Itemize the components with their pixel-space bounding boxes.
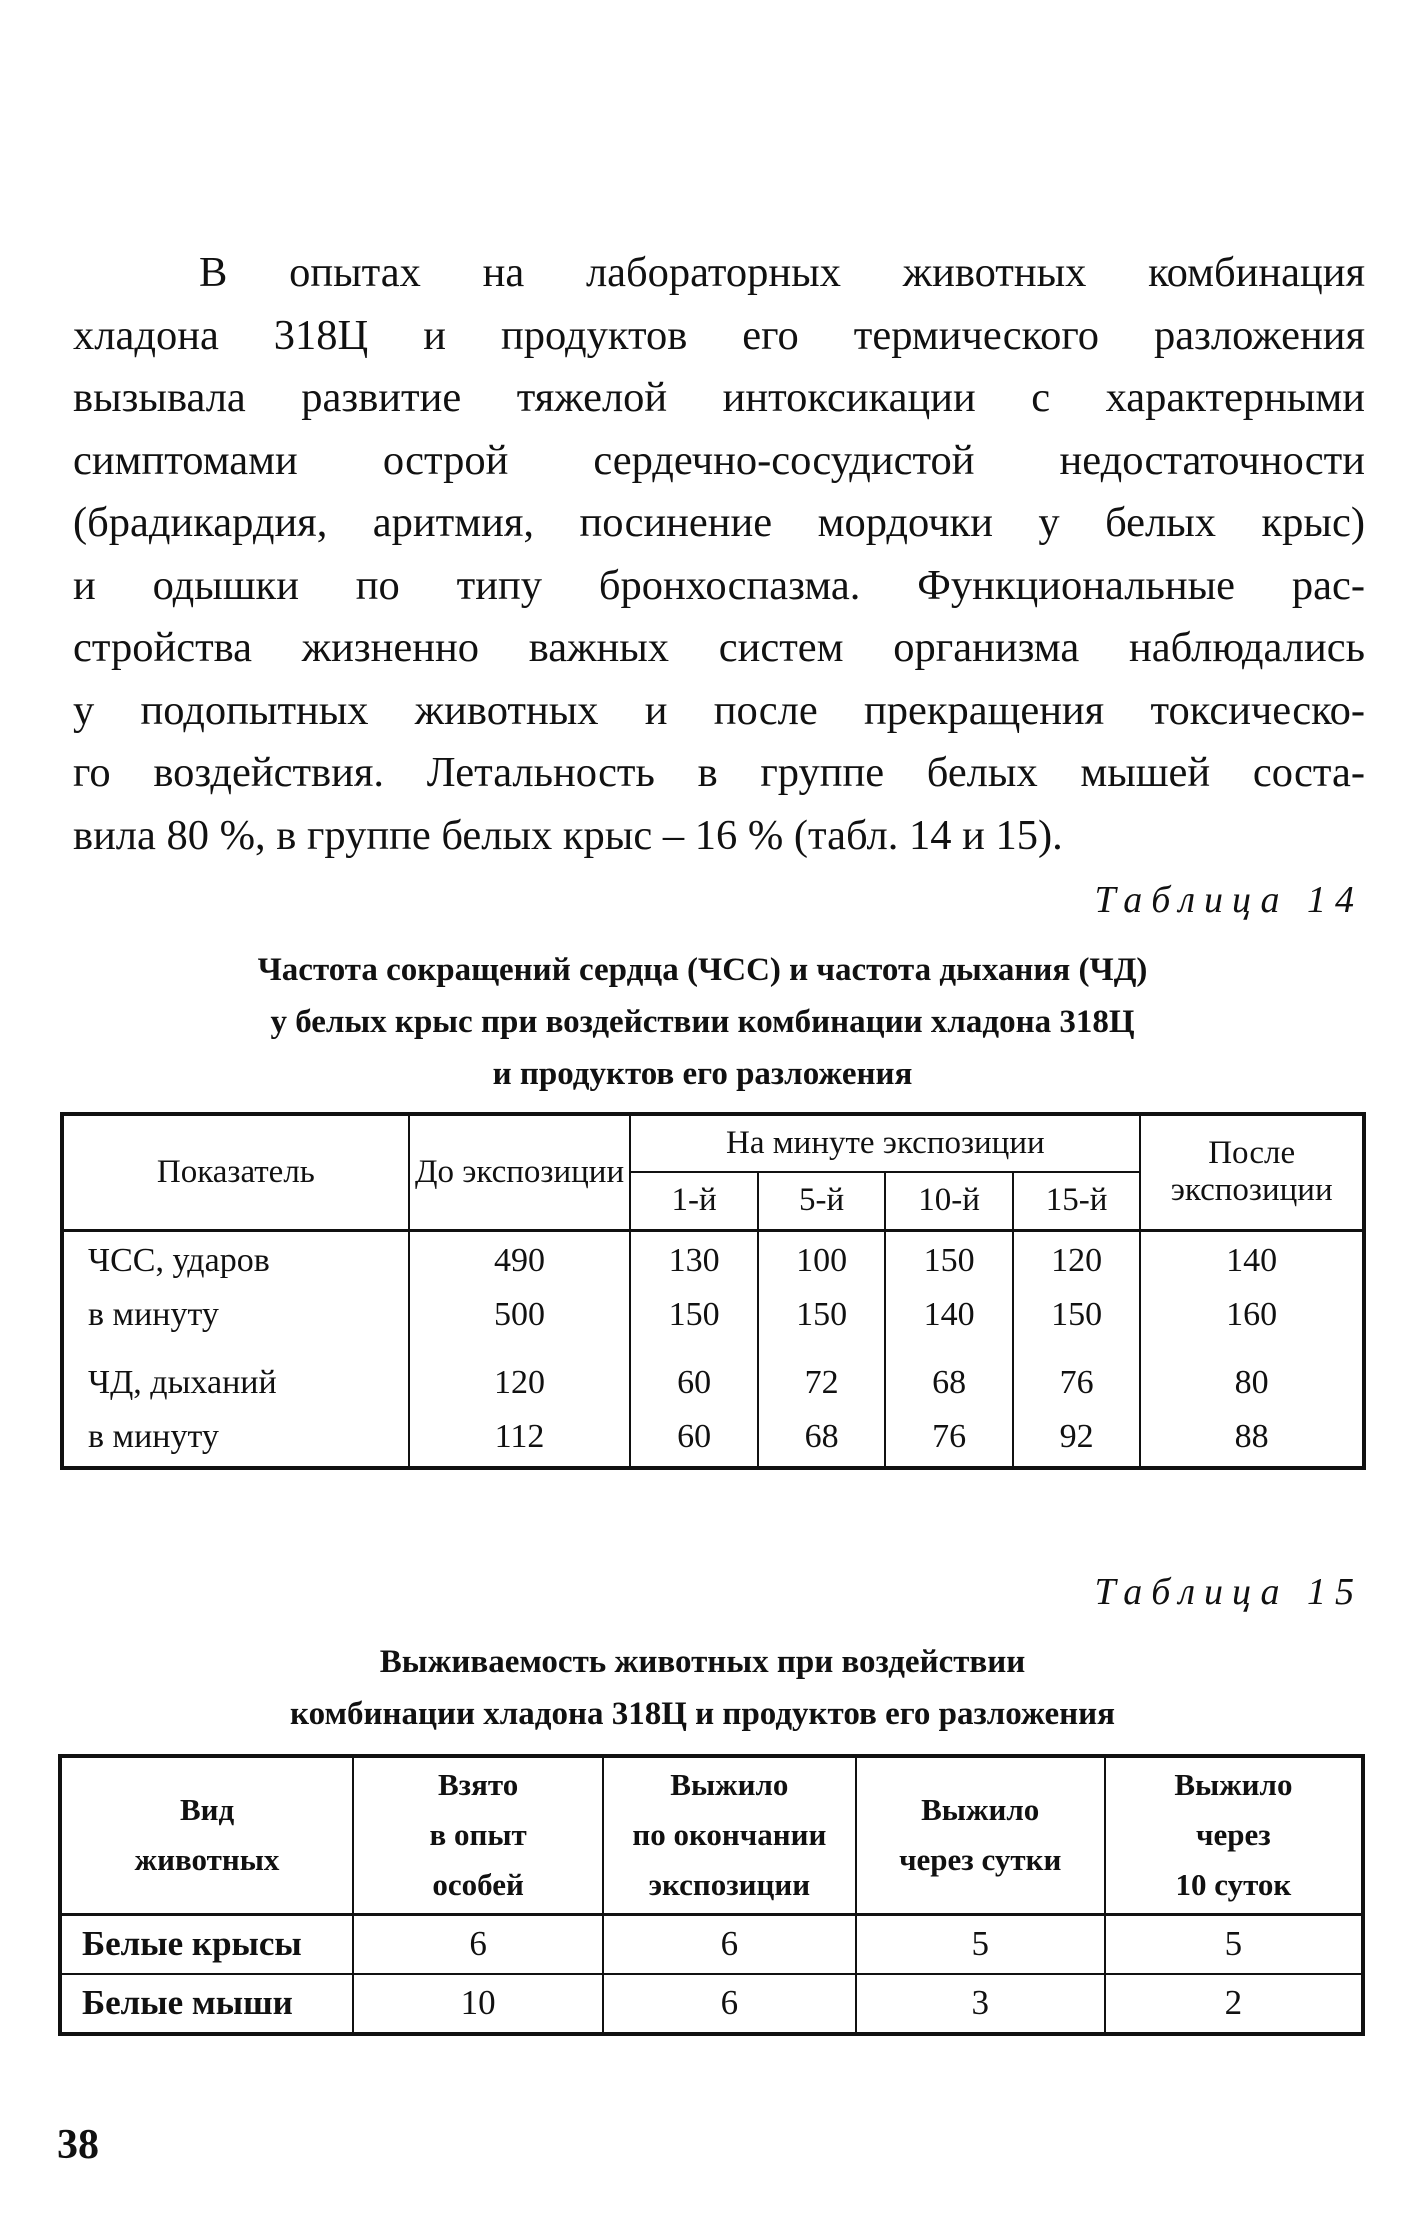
cell-value: 490: [494, 1241, 546, 1279]
body-paragraph: [73, 242, 1365, 867]
row-label-line: в минуту: [88, 1417, 219, 1455]
header-before: До экспозиции: [409, 1114, 631, 1230]
paragraph-line: (брадикардия, аритмия, посинение мордочки у белых крыс): [73, 499, 1365, 546]
cell-after: [1140, 1342, 1364, 1468]
table15-title-line: комбинации хладона 318Ц и продуктов его разложения: [290, 1696, 1115, 1732]
cell-value: 6: [603, 1974, 855, 2034]
header-line: Выжило: [921, 1792, 1040, 1828]
cell-value: 112: [494, 1417, 545, 1455]
cell-value: 150: [1051, 1295, 1103, 1333]
header-line: Взято: [438, 1767, 519, 1803]
table-row: [60, 1914, 1363, 1974]
row-label-line: в минуту: [88, 1295, 219, 1333]
cell-min15: [1013, 1342, 1141, 1468]
header-line: особей: [432, 1867, 524, 1903]
cell-value: 6: [603, 1914, 855, 1974]
table15-title: [60, 1636, 1345, 1740]
cell-after: [1140, 1230, 1364, 1342]
cell-min5: [758, 1342, 886, 1468]
header-line: Выжило: [670, 1767, 789, 1803]
paragraph-line: стройства жизненно важных систем организма наблюдались: [73, 624, 1365, 671]
row-label: Белые мыши: [60, 1974, 353, 2034]
table14: [60, 1112, 1366, 1470]
table14-title-line: у белых крыс при воздействии комбинации хладона 318Ц: [270, 1004, 1135, 1040]
header-line: по окончании: [632, 1817, 827, 1853]
header-taken: [353, 1756, 603, 1914]
table-row: [60, 1974, 1363, 2034]
cell-min5: [758, 1230, 886, 1342]
cell-value: 140: [1226, 1241, 1278, 1279]
row-label-line: ЧД, дыханий: [88, 1363, 277, 1401]
cell-value: 60: [677, 1417, 712, 1455]
cell-value: 5: [856, 1914, 1105, 1974]
cell-before: [409, 1230, 631, 1342]
cell-min10: [885, 1230, 1013, 1342]
paragraph-line: симптомами острой сердечно-сосудистой недостаточности: [73, 436, 1365, 484]
cell-value: 100: [796, 1241, 848, 1279]
cell-value: 92: [1059, 1417, 1094, 1455]
cell-min10: [885, 1342, 1013, 1468]
header-species: [60, 1756, 353, 1914]
cell-value: 72: [804, 1363, 839, 1401]
table14-label: Таблица 14: [1094, 879, 1363, 921]
header-line: экспозиции: [648, 1867, 811, 1903]
row-label-line: ЧСС, ударов: [88, 1241, 270, 1279]
header-indicator: Показатель: [62, 1114, 409, 1230]
paragraph-line: вызывала развитие тяжелой интоксикации с характерными: [73, 374, 1365, 421]
header-survived-day: [856, 1756, 1105, 1914]
cell-value: 150: [923, 1241, 975, 1279]
header-survived-10days: [1105, 1756, 1363, 1914]
cell-value: 68: [804, 1417, 839, 1455]
header-line: в опыт: [429, 1817, 527, 1853]
cell-value: 120: [1051, 1241, 1103, 1279]
cell-value: 140: [923, 1295, 975, 1333]
table15-title-line: Выживаемость животных при воздействии: [379, 1644, 1026, 1680]
header-survived-end: [603, 1756, 855, 1914]
cell-value: 60: [677, 1363, 712, 1401]
paragraph-line: В опытах на лабораторных животных комбинация: [199, 249, 1365, 296]
paragraph-line: хладона 318Ц и продуктов его термического разложения: [73, 311, 1365, 359]
row-label-rr: [62, 1342, 409, 1468]
cell-value: 150: [668, 1295, 720, 1333]
table15: [58, 1754, 1365, 2036]
paragraph-line: у подопытных животных и после прекращения токсическо-: [73, 686, 1365, 734]
paragraph-line: го воздействия. Летальность в группе белых мышей соста-: [73, 749, 1365, 796]
cell-value: 10: [353, 1974, 603, 2034]
header-line: 10 суток: [1175, 1867, 1292, 1903]
header-line: животных: [134, 1842, 280, 1878]
table14-title-line: и продуктов его разложения: [492, 1056, 913, 1092]
header-during: На минуте экспозиции: [630, 1114, 1140, 1172]
header-line: Выжило: [1174, 1767, 1293, 1803]
cell-min1: [630, 1342, 758, 1468]
header-line: Вид: [179, 1792, 235, 1828]
cell-value: 88: [1234, 1417, 1269, 1455]
cell-value: 150: [796, 1295, 848, 1333]
cell-value: 2: [1105, 1974, 1363, 2034]
cell-before: [409, 1342, 631, 1468]
cell-value: 76: [932, 1417, 967, 1455]
header-line: через сутки: [899, 1842, 1062, 1878]
table15-label: Таблица 15: [1094, 1571, 1363, 1613]
cell-value: 3: [856, 1974, 1105, 2034]
cell-min1: [630, 1230, 758, 1342]
header-after: После экспозиции: [1140, 1114, 1364, 1230]
cell-value: 5: [1105, 1914, 1363, 1974]
header-minute: 10-й: [885, 1172, 1013, 1230]
header-line: через: [1196, 1817, 1271, 1853]
cell-value: 80: [1234, 1363, 1269, 1401]
row-label: Белые крысы: [60, 1914, 353, 1974]
cell-value: 500: [494, 1295, 546, 1333]
page-number: 38: [57, 2122, 99, 2168]
cell-min15: [1013, 1230, 1141, 1342]
header-minute: 1-й: [630, 1172, 758, 1230]
row-label-hr: [62, 1230, 409, 1342]
table14-title-line: Частота сокращений сердца (ЧСС) и частота дыхания (ЧД): [257, 952, 1148, 988]
cell-value: 130: [668, 1241, 720, 1279]
paragraph-line: и одышки по типу бронхоспазма. Функциональные рас-: [73, 561, 1365, 609]
paragraph-line: вила 80 %, в группе белых крыс – 16 % (табл. 14 и 15).: [73, 811, 1063, 859]
cell-value: 76: [1059, 1363, 1094, 1401]
header-minute: 15-й: [1013, 1172, 1141, 1230]
cell-value: 6: [353, 1914, 603, 1974]
table14-title: [60, 944, 1345, 1100]
cell-value: 68: [932, 1363, 967, 1401]
header-minute: 5-й: [758, 1172, 886, 1230]
cell-value: 160: [1226, 1295, 1278, 1333]
cell-value: 120: [494, 1363, 546, 1401]
